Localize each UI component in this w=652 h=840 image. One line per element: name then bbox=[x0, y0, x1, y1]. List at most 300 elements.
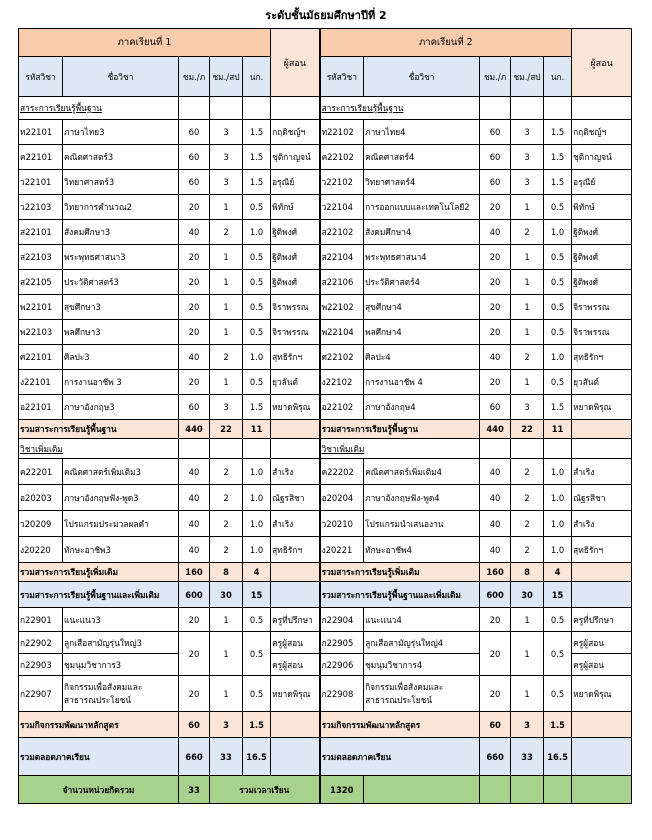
hours-term: 20 bbox=[480, 195, 511, 220]
credits: 0.5 bbox=[243, 270, 271, 295]
subject-name: ศิลปะ4 bbox=[364, 345, 480, 370]
subject-code: ท22102 bbox=[320, 120, 364, 145]
hours-term: 20 bbox=[480, 245, 511, 270]
subject-name: สุขศึกษา3 bbox=[63, 295, 179, 320]
combined-total-label: รวมสาระการเรียนรู้พื้นฐานและเพิ่มเติม bbox=[19, 582, 179, 608]
subject-code: อ20203 bbox=[19, 485, 63, 511]
subject-name: ภาษาไทย4 bbox=[364, 120, 480, 145]
subject-name: กิจกรรมเพื่อสังคมและ สาธารณประโยชน์ bbox=[364, 676, 480, 712]
hours-week: 1 bbox=[210, 632, 243, 676]
teacher: สุทธิรักฯ bbox=[572, 537, 632, 563]
hours-term: 20 bbox=[480, 370, 511, 395]
credits: 1.5 bbox=[243, 395, 271, 420]
hours-term: 40 bbox=[480, 537, 511, 563]
total-weekly: 33 bbox=[511, 738, 544, 776]
subject-code: อ22101 bbox=[19, 395, 63, 420]
subject-code: ว22102 bbox=[320, 170, 364, 195]
hours-week: 1 bbox=[210, 320, 243, 345]
hours-term: 40 bbox=[480, 220, 511, 245]
subject-code: ก22906 bbox=[320, 654, 364, 676]
subject-name: ภาษาอังกฤษ3 bbox=[63, 395, 179, 420]
section-label: วิชาเพิ่มเติม bbox=[320, 439, 480, 459]
table-row bbox=[19, 511, 632, 537]
col-credits: นก. bbox=[243, 57, 271, 97]
hours-week: 2 bbox=[511, 485, 544, 511]
hours-week: 3 bbox=[210, 120, 243, 145]
subject-name: ลูกเสือสามัญรุ่นใหญ่4 bbox=[364, 632, 480, 654]
credits: 1.0 bbox=[544, 459, 572, 485]
hours-week: 3 bbox=[511, 120, 544, 145]
teacher: ฐิติพงศ์ bbox=[271, 270, 320, 295]
hours-term: 40 bbox=[179, 220, 210, 245]
col-credits: นก. bbox=[544, 57, 572, 97]
basic-subjects bbox=[19, 120, 632, 420]
hours-term: 40 bbox=[480, 459, 511, 485]
hours-week: 2 bbox=[511, 511, 544, 537]
credits: 1.0 bbox=[544, 220, 572, 245]
credits: 1.5 bbox=[544, 170, 572, 195]
subject-code: ว20210 bbox=[320, 511, 364, 537]
subject-name: พลศึกษา3 bbox=[63, 320, 179, 345]
subject-name: วิทยาศาสตร์4 bbox=[364, 170, 480, 195]
hours-week: 1 bbox=[511, 632, 544, 676]
subject-name: โปรแกรมนำเสนองาน bbox=[364, 511, 480, 537]
extra-total-label: รวมสาระการเรียนรู้เพิ่มเติม bbox=[19, 563, 179, 582]
teacher: ยุวลันต์ bbox=[271, 370, 320, 395]
hours-term: 20 bbox=[179, 270, 210, 295]
hours-week: 2 bbox=[210, 485, 243, 511]
table-row bbox=[19, 220, 632, 245]
col-code: รหัสวิชา bbox=[320, 57, 364, 97]
teacher: ฐิติพงศ์ bbox=[572, 245, 632, 270]
subject-name: สังคมศึกษา3 bbox=[63, 220, 179, 245]
credits: 0.5 bbox=[544, 632, 572, 676]
teacher: ณัฐรสิชา bbox=[572, 485, 632, 511]
subject-name: ภาษาอังกฤษฟัง-พูด3 bbox=[63, 485, 179, 511]
credits: 0.5 bbox=[544, 370, 572, 395]
activity-total-label: รวมกิจกรรมพัฒนาหลักสูตร bbox=[19, 712, 179, 738]
total-weekly: 8 bbox=[511, 563, 544, 582]
credits: 1.5 bbox=[544, 395, 572, 420]
col-hours-term: ชม./ภ bbox=[179, 57, 210, 97]
hours-term: 60 bbox=[480, 145, 511, 170]
hours-term: 20 bbox=[179, 370, 210, 395]
subject-name: คณิตศาสตร์เพิ่มเติม4 bbox=[364, 459, 480, 485]
teacher: อรุณีย์ bbox=[572, 170, 632, 195]
subject-name: การงานอาชีพ 3 bbox=[63, 370, 179, 395]
schedule-table bbox=[18, 28, 632, 804]
hours-week: 1 bbox=[210, 370, 243, 395]
subject-code: พ22101 bbox=[19, 295, 63, 320]
hours-week: 1 bbox=[511, 195, 544, 220]
hours-term: 20 bbox=[179, 320, 210, 345]
subject-code: ว22104 bbox=[320, 195, 364, 220]
teacher: พิทักษ์ bbox=[572, 195, 632, 220]
subject-code: ก22907 bbox=[19, 676, 63, 712]
hours-week: 3 bbox=[210, 395, 243, 420]
teacher: สำเริง bbox=[271, 459, 320, 485]
teacher: ฐิติพงศ์ bbox=[572, 220, 632, 245]
hours-week: 1 bbox=[511, 370, 544, 395]
section-label: วิชาเพิ่มเติม bbox=[19, 439, 179, 459]
total-credits: 11 bbox=[243, 420, 271, 439]
hours-week: 2 bbox=[511, 537, 544, 563]
hours-week: 1 bbox=[210, 608, 243, 632]
term-total-label: รวมตลอดภาคเรียน bbox=[320, 738, 480, 776]
table-row bbox=[19, 120, 632, 145]
subject-name: การงานอาชีพ 4 bbox=[364, 370, 480, 395]
teacher: หยาดพิรุณ bbox=[572, 395, 632, 420]
table-row bbox=[19, 145, 632, 170]
subject-code: ส22106 bbox=[320, 270, 364, 295]
hours-term: 40 bbox=[480, 485, 511, 511]
teacher: ครูที่ปรึกษา bbox=[271, 608, 320, 632]
subject-name: แนะแนว3 bbox=[63, 608, 179, 632]
teacher: ชุติกาญจน์ bbox=[271, 145, 320, 170]
teacher: ครูผู้สอน bbox=[271, 632, 320, 654]
hours-term: 20 bbox=[480, 270, 511, 295]
hours-term: 40 bbox=[480, 511, 511, 537]
teacher: ณัฐรสิชา bbox=[271, 485, 320, 511]
credits: 1.5 bbox=[243, 145, 271, 170]
subject-code: ส22101 bbox=[19, 220, 63, 245]
total-weekly: 22 bbox=[511, 420, 544, 439]
total-credits: 11 bbox=[544, 420, 572, 439]
subject-code: ว20209 bbox=[19, 511, 63, 537]
total-weekly: 33 bbox=[210, 738, 243, 776]
hours-week: 2 bbox=[210, 459, 243, 485]
hours-term: 20 bbox=[179, 195, 210, 220]
hours-week: 1 bbox=[511, 676, 544, 712]
hours-term: 20 bbox=[480, 608, 511, 632]
hours-term: 60 bbox=[179, 170, 210, 195]
credits: 0.5 bbox=[544, 295, 572, 320]
hours-week: 1 bbox=[210, 676, 243, 712]
hours-term: 20 bbox=[480, 632, 511, 676]
hours-term: 20 bbox=[179, 245, 210, 270]
credits: 1.0 bbox=[544, 485, 572, 511]
combined-total-label: รวมสาระการเรียนรู้พื้นฐานและเพิ่มเติม bbox=[320, 582, 480, 608]
subject-name: คณิตศาสตร์4 bbox=[364, 145, 480, 170]
subject-name: สังคมศึกษา4 bbox=[364, 220, 480, 245]
total-credits: 15 bbox=[243, 582, 271, 608]
teacher: จิราพรรณ bbox=[271, 295, 320, 320]
hours-week: 1 bbox=[210, 295, 243, 320]
credits: 1.0 bbox=[243, 537, 271, 563]
hours-term: 20 bbox=[480, 676, 511, 712]
hours-term: 60 bbox=[480, 170, 511, 195]
credits: 0.5 bbox=[243, 370, 271, 395]
hours-week: 3 bbox=[210, 145, 243, 170]
subject-code: ก22903 bbox=[19, 654, 63, 676]
credits: 0.5 bbox=[544, 245, 572, 270]
total-hours: 600 bbox=[179, 582, 210, 608]
table-row bbox=[19, 345, 632, 370]
subject-name: สุขศึกษา4 bbox=[364, 295, 480, 320]
credits: 0.5 bbox=[243, 245, 271, 270]
hours-week: 1 bbox=[511, 608, 544, 632]
total-credits: 15 bbox=[544, 582, 572, 608]
subject-name: ทักษะอาชีพ4 bbox=[364, 537, 480, 563]
credits: 1.0 bbox=[243, 485, 271, 511]
col-hours-term: ชม./ภ bbox=[480, 57, 511, 97]
col-code: รหัสวิชา bbox=[19, 57, 63, 97]
credits: 1.0 bbox=[544, 511, 572, 537]
hours-term: 60 bbox=[179, 120, 210, 145]
table-row bbox=[19, 395, 632, 420]
subject-code: ง22102 bbox=[320, 370, 364, 395]
hours-term: 20 bbox=[179, 295, 210, 320]
credits: 0.5 bbox=[243, 195, 271, 220]
subject-code: อ22102 bbox=[320, 395, 364, 420]
subject-name: โปรแกรมประมวลผลคำ bbox=[63, 511, 179, 537]
total-weekly: 30 bbox=[210, 582, 243, 608]
subject-code: ส22104 bbox=[320, 245, 364, 270]
table-row bbox=[19, 195, 632, 220]
subject-name: ชุมนุมวิชาการ4 bbox=[364, 654, 480, 676]
hours-week: 2 bbox=[511, 220, 544, 245]
subject-code: อ20204 bbox=[320, 485, 364, 511]
subject-name: วิทยาศาสตร์3 bbox=[63, 170, 179, 195]
hours-week: 1 bbox=[511, 245, 544, 270]
hours-term: 60 bbox=[179, 395, 210, 420]
total-credits: 1.5 bbox=[544, 712, 572, 738]
total-credits: 4 bbox=[243, 563, 271, 582]
subject-name: พระพุทธศาสนา3 bbox=[63, 245, 179, 270]
teacher: ชุติกาญจน์ bbox=[572, 145, 632, 170]
subject-code: พ22103 bbox=[19, 320, 63, 345]
hours-week: 1 bbox=[210, 195, 243, 220]
total-hours: 160 bbox=[480, 563, 511, 582]
subject-code: ท22101 bbox=[19, 120, 63, 145]
teacher: จิราพรรณ bbox=[572, 295, 632, 320]
credits: 0.5 bbox=[243, 295, 271, 320]
credits: 1.0 bbox=[544, 345, 572, 370]
subject-name: ภาษาอังกฤษ4 bbox=[364, 395, 480, 420]
total-weekly: 22 bbox=[210, 420, 243, 439]
semester-1-header: ภาคเรียนที่ 1 bbox=[19, 29, 271, 57]
hours-term: 60 bbox=[480, 120, 511, 145]
table-row bbox=[19, 245, 632, 270]
teacher-header-1: ผู้สอน bbox=[271, 29, 320, 97]
hours-term: 20 bbox=[480, 320, 511, 345]
subject-name: ศิลปะ3 bbox=[63, 345, 179, 370]
teacher: กฤติชญ์ฯ bbox=[271, 120, 320, 145]
subject-code: ส22105 bbox=[19, 270, 63, 295]
total-credits: 16.5 bbox=[544, 738, 572, 776]
col-hours-week: ชม./สป bbox=[511, 57, 544, 97]
total-weekly: 3 bbox=[210, 712, 243, 738]
col-hours-week: ชม./สป bbox=[210, 57, 243, 97]
subject-name: พระพุทธศาสนา4 bbox=[364, 245, 480, 270]
total-weekly: 3 bbox=[511, 712, 544, 738]
basic-total-label: รวมสาระการเรียนรู้พื้นฐาน bbox=[320, 420, 480, 439]
hours-week: 2 bbox=[210, 220, 243, 245]
page-title: ระดับชั้นมัธยมศึกษาปีที่ 2 bbox=[265, 9, 387, 22]
table-row bbox=[19, 485, 632, 511]
credits: 0.5 bbox=[243, 676, 271, 712]
subject-code: ค22102 bbox=[320, 145, 364, 170]
teacher: สุทธิรักฯ bbox=[271, 537, 320, 563]
semester-2-header: ภาคเรียนที่ 2 bbox=[320, 29, 572, 57]
subject-code: ส22103 bbox=[19, 245, 63, 270]
hours-term: 40 bbox=[179, 459, 210, 485]
hours-term: 40 bbox=[480, 345, 511, 370]
hours-term: 40 bbox=[179, 345, 210, 370]
subject-code: ส22102 bbox=[320, 220, 364, 245]
credits: 1.5 bbox=[243, 170, 271, 195]
credits: 0.5 bbox=[243, 632, 271, 676]
subject-code: ศ22102 bbox=[320, 345, 364, 370]
total-time-value: 1320 bbox=[320, 776, 364, 804]
total-hours: 660 bbox=[480, 738, 511, 776]
hours-week: 1 bbox=[210, 245, 243, 270]
hours-term: 60 bbox=[179, 145, 210, 170]
subject-name: วิทยาการคำนวณ2 bbox=[63, 195, 179, 220]
credits: 1.0 bbox=[544, 537, 572, 563]
extra-total-label: รวมสาระการเรียนรู้เพิ่มเติม bbox=[320, 563, 480, 582]
total-weekly: 8 bbox=[210, 563, 243, 582]
hours-week: 2 bbox=[210, 537, 243, 563]
teacher: ฐิติพงศ์ bbox=[271, 245, 320, 270]
subject-code: ก22901 bbox=[19, 608, 63, 632]
total-credits-label: จำนวนหน่วยกิตรวม bbox=[19, 776, 179, 804]
teacher: หยาดพิรุณ bbox=[271, 395, 320, 420]
subject-code: ว22103 bbox=[19, 195, 63, 220]
subject-name: ลูกเสือสามัญรุ่นใหญ่3 bbox=[63, 632, 179, 654]
teacher: กฤติชญ์ฯ bbox=[572, 120, 632, 145]
credits: 0.5 bbox=[544, 320, 572, 345]
total-hours: 660 bbox=[179, 738, 210, 776]
teacher: หยาดพิรุณ bbox=[572, 676, 632, 712]
col-name: ชื่อวิชา bbox=[63, 57, 179, 97]
activity-total-label: รวมกิจกรรมพัฒนาหลักสูตร bbox=[320, 712, 480, 738]
table-row bbox=[19, 170, 632, 195]
credits: 1.5 bbox=[243, 120, 271, 145]
hours-week: 3 bbox=[511, 170, 544, 195]
teacher: สำเริง bbox=[572, 459, 632, 485]
hours-week: 1 bbox=[511, 270, 544, 295]
hours-week: 1 bbox=[511, 295, 544, 320]
subject-name: การออกแบบและเทคโนโลยี2 bbox=[364, 195, 480, 220]
subject-code: ง22101 bbox=[19, 370, 63, 395]
subject-name: คณิตศาสตร์เพิ่มเติม3 bbox=[63, 459, 179, 485]
credits: 1.0 bbox=[243, 220, 271, 245]
table-row bbox=[19, 295, 632, 320]
total-hours: 440 bbox=[480, 420, 511, 439]
credits: 0.5 bbox=[544, 608, 572, 632]
subject-name: แนะแนว4 bbox=[364, 608, 480, 632]
table-row bbox=[19, 320, 632, 345]
total-hours: 600 bbox=[480, 582, 511, 608]
term-total-label: รวมตลอดภาคเรียน bbox=[19, 738, 179, 776]
credits: 0.5 bbox=[243, 608, 271, 632]
subject-code: ง20220 bbox=[19, 537, 63, 563]
hours-week: 1 bbox=[210, 270, 243, 295]
subject-code: ก22904 bbox=[320, 608, 364, 632]
hours-term: 20 bbox=[480, 295, 511, 320]
teacher: ครูผู้สอน bbox=[572, 654, 632, 676]
subject-name: กิจกรรมเพื่อสังคมและ สาธารณประโยชน์ bbox=[63, 676, 179, 712]
hours-week: 3 bbox=[210, 170, 243, 195]
hours-term: 40 bbox=[179, 511, 210, 537]
hours-week: 3 bbox=[511, 395, 544, 420]
credits: 0.5 bbox=[544, 270, 572, 295]
extra-subjects bbox=[19, 459, 632, 563]
subject-code: ค22101 bbox=[19, 145, 63, 170]
credits: 0.5 bbox=[544, 676, 572, 712]
section-label: สาระการเรียนรู้พื้นฐาน bbox=[320, 97, 480, 120]
teacher: ครูที่ปรึกษา bbox=[572, 608, 632, 632]
subject-name: ภาษาไทย3 bbox=[63, 120, 179, 145]
total-hours: 60 bbox=[179, 712, 210, 738]
table-row bbox=[19, 537, 632, 563]
total-hours: 60 bbox=[480, 712, 511, 738]
subject-name: พลศึกษา4 bbox=[364, 320, 480, 345]
hours-term: 20 bbox=[179, 632, 210, 676]
credits: 1.0 bbox=[243, 511, 271, 537]
teacher: หยาดพิรุณ bbox=[271, 676, 320, 712]
total-credits: 16.5 bbox=[243, 738, 271, 776]
section-label: สาระการเรียนรู้พื้นฐาน bbox=[19, 97, 179, 120]
teacher: สำเริง bbox=[271, 511, 320, 537]
subject-name: ประวัติศาสตร์4 bbox=[364, 270, 480, 295]
subject-name: ทักษะอาชีพ3 bbox=[63, 537, 179, 563]
teacher: ยุวสันต์ bbox=[572, 370, 632, 395]
total-hours: 440 bbox=[179, 420, 210, 439]
teacher: อรุณีย์ bbox=[271, 170, 320, 195]
hours-week: 2 bbox=[511, 459, 544, 485]
subject-code: ก22902 bbox=[19, 632, 63, 654]
total-credits: 1.5 bbox=[243, 712, 271, 738]
teacher: สุทธิรักฯ bbox=[572, 345, 632, 370]
basic-total-label: รวมสาระการเรียนรู้พื้นฐาน bbox=[19, 420, 179, 439]
credits: 1.5 bbox=[544, 120, 572, 145]
subject-code: ค22202 bbox=[320, 459, 364, 485]
col-name: ชื่อวิชา bbox=[364, 57, 480, 97]
table-row bbox=[19, 370, 632, 395]
teacher: พิทักษ์ bbox=[271, 195, 320, 220]
hours-term: 60 bbox=[480, 395, 511, 420]
teacher: ครูผู้สอน bbox=[572, 632, 632, 654]
teacher-header-2: ผู้สอน bbox=[572, 29, 632, 97]
subject-name: ภาษาอังกฤษฟัง-พูด4 bbox=[364, 485, 480, 511]
hours-week: 2 bbox=[210, 511, 243, 537]
subject-code: ศ22101 bbox=[19, 345, 63, 370]
subject-name: ประวัติศาสตร์3 bbox=[63, 270, 179, 295]
subject-code: ก22905 bbox=[320, 632, 364, 654]
credits: 1.0 bbox=[243, 345, 271, 370]
hours-term: 40 bbox=[179, 485, 210, 511]
table-row bbox=[19, 270, 632, 295]
total-hours: 160 bbox=[179, 563, 210, 582]
teacher: สำเริง bbox=[572, 511, 632, 537]
subject-code: ว22101 bbox=[19, 170, 63, 195]
total-time-label: รวมเวลาเรียน bbox=[210, 776, 320, 804]
subject-name: ชุมนุมวิชาการ3 bbox=[63, 654, 179, 676]
credits: 1.5 bbox=[544, 145, 572, 170]
hours-week: 1 bbox=[511, 320, 544, 345]
teacher: สุทธิรักฯ bbox=[271, 345, 320, 370]
total-weekly: 30 bbox=[511, 582, 544, 608]
hours-week: 2 bbox=[210, 345, 243, 370]
total-credits: 4 bbox=[544, 563, 572, 582]
hours-week: 2 bbox=[511, 345, 544, 370]
subject-code: พ22104 bbox=[320, 320, 364, 345]
table-row bbox=[19, 459, 632, 485]
teacher: ฐิติพงศ์ bbox=[271, 220, 320, 245]
subject-code: ง20221 bbox=[320, 537, 364, 563]
